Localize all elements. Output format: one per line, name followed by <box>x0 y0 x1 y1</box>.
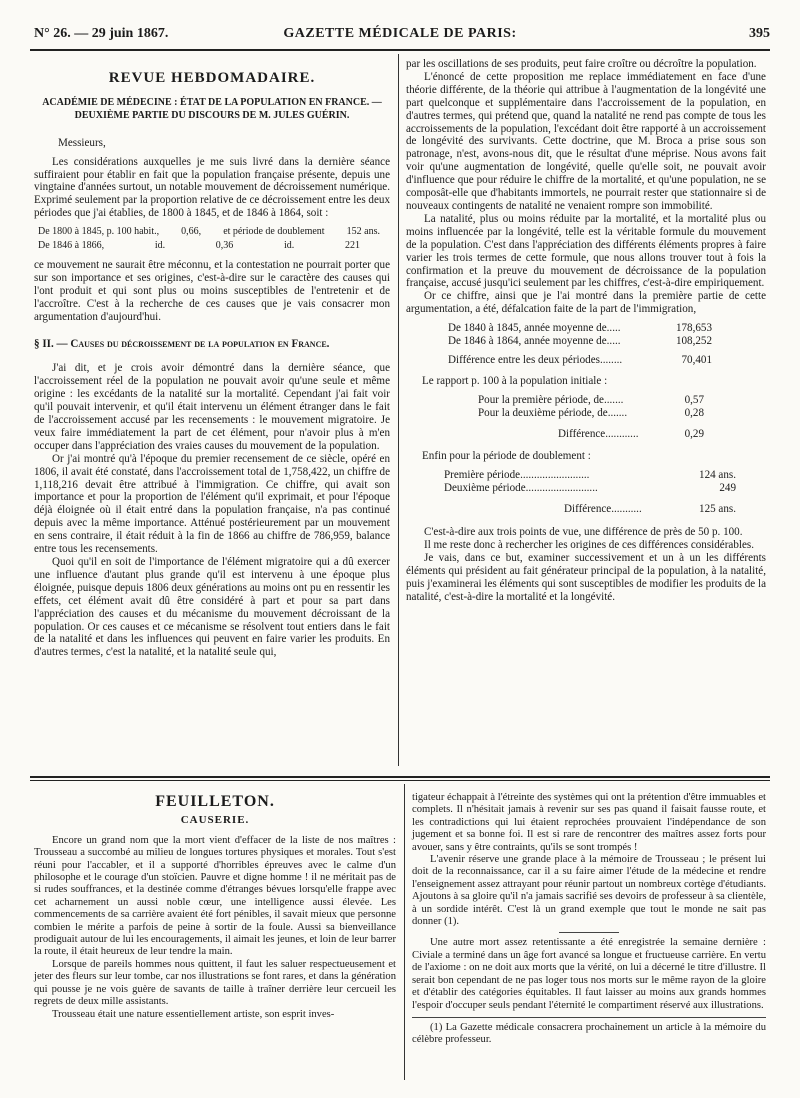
paragraph: Or ce chiffre, ainsi que je l'ai montré dans la première partie de cette argumentation, a été, défalcation faite de la part de l'immigration, <box>406 290 766 316</box>
paragraph: ce mouvement ne saurait être méconnu, et la contestation ne pourrait porter que sur son importance et ses origines, c'est-à-dire sur le caractère des causes qui l'ont produit et qui sont plus ou moins susceptibles de l'entretenir et de l'accroître. C'est à la recherche de ces causes que je vais consacrer mon argumentation d'aujourd'hui. <box>34 258 390 323</box>
paragraph: par les oscillations de ses produits, peut faire croître ou décroître la population. <box>406 58 757 70</box>
paragraph: Trousseau était une nature essentiellement artiste, son esprit inves- <box>52 1008 335 1020</box>
stat-cell: 221 <box>344 240 360 252</box>
separator <box>559 932 619 933</box>
feuilleton-rule-thin <box>30 780 770 781</box>
right-column <box>406 58 766 604</box>
stat-row <box>38 240 360 253</box>
row-value: 178,653 <box>675 322 712 335</box>
row-value: 249 <box>719 482 736 495</box>
stat-cell: 152 ans. <box>346 226 380 238</box>
table-row <box>448 354 712 367</box>
row-label: Pour la première période, de....... <box>478 393 624 406</box>
row-label: De 1846 à 1864, année moyenne de..... <box>448 335 621 348</box>
paragraph: Quoi qu'il en soit de l'importance de l'élément migratoire qui a dû exercer une influence d'autant plus grande qu'il est intervenu à une époque plus éloignée, puisque depuis 1806 deux générations au moins ont pu en ressentir les effets, cet élément avait dû être considéré à part et pour sa part dans l'appréciation des causes et du mécanisme du mouvement décroissant de la population. Or ces causes et ce mécanisme se résolvent tout entiers dans le fait de la natalité et dans les influences qui peuvent en faire varier les produits. En d'autres termes, c'est la natalité, et la natalité seule qui, <box>34 556 390 659</box>
feuilleton-subtitle: CAUSERIE. <box>180 814 250 827</box>
row-value: 108,252 <box>675 335 712 348</box>
journal-title: GAZETTE MÉDICALE DE PARIS: <box>283 26 517 41</box>
row-label: Pour la deuxième période, de....... <box>478 406 628 419</box>
paragraph: tigateur échappait à l'étreinte des systèmes qui ont la prétention d'être immuables et complets. Il n'hésitait jamais à revenir sur ses pas quand il faisait fausse route, et les contradictions qui lui étaient reprochées prouvaient l'indépendance de son jugement et sa bonne foi. Il est si rare de rencontrer des maîtres assez forts pour avouer, sans y être contraints, qu'ils se sont trompés ! <box>412 792 766 853</box>
row-label: De 1840 à 1845, année moyenne de..... <box>448 322 621 335</box>
paragraph: L'avenir réserve une grande place à la mémoire de Trousseau ; le présent lui doit de la reconnaissance, car il a su faire aimer l'étude de la médecine et rendre l'enseignement assez attrayant pour réunir partout un nombreux cortège d'étudiants. Ajoutons à sa gloire qu'il n'a jamais sacrifié ses devoirs de professeur à sa clientèle, à un sordide intérêt. C'est là un grand exemple que tout le monde ne sait pas donner (1). <box>412 854 766 928</box>
paragraph: La natalité, plus ou moins réduite par la mortalité, et la mortalité plus ou moins influencée par la longévité, telle est la véritable formule du mouvement de la population. C'est dans l'appréciation des différents éléments propres à faire varier les trois termes de cette formule, que nous allons trouver tout à fois la confirmation et la preuve du mouvement de décroissance de la population française, accusé jusqu'ici seulement par les chiffres, c'est-à-dire empiriquement. <box>406 212 766 290</box>
row-label: Deuxième période.......................... <box>444 482 598 495</box>
section-title: REVUE HEBDOMADAIRE. <box>108 70 316 86</box>
paragraph: Je vais, dans ce but, examiner successivement et un à un les différents éléments qui président au fait générateur principal de la population, à la natalité, puis j'examinerai les éléments qui sont susceptibles de modifier les produits de la natalité, c'est-à-dire la mortalité et la longévité. <box>406 551 766 603</box>
table-row <box>444 469 736 482</box>
feuilleton-rule <box>30 776 770 778</box>
stat-row <box>38 226 380 239</box>
table-row <box>478 407 704 420</box>
row-value: 124 ans. <box>699 469 736 482</box>
paragraph: L'énoncé de cette proposition me replace immédiatement en face d'une théorie différente, de la théorie qui attribue à l'augmentation de la longévité une part quelconque et supplémentaire dans l'accroissement de la population, en d'autres termes, qui prétend que, quand la natalité ne rend pas compte de tous les accroissements de la population, l'excédant doit être rapporté à un accroissement de longévité des survivants. Cette doctrine, que M. Broca a prise sous son patronage, n'est, avons-nous dit, que le résultat d'une méprise. Nous avons fait voir qu'une augmentation de longévité, quelle qu'elle soit, ne pouvait avoir d'influence que pour réduire le chiffre de la mortalité, et qu'une population, ne se composât-elle que d'habitants immortels, ne pourrait rester que stationnaire si de nouveaux contingents de natalité ne venaient rompre son immobilité. <box>406 70 766 212</box>
row-label: Première période......................... <box>444 469 590 482</box>
table-ratio <box>478 394 704 441</box>
stat-cell: id. <box>284 240 295 252</box>
row-value: 0,28 <box>684 406 704 419</box>
feuilleton-left <box>34 792 396 1021</box>
row-value: 70,401 <box>681 353 712 366</box>
column-divider <box>398 54 399 766</box>
paragraph: Une autre mort assez retentissante a été enregistrée la semaine dernière : Civiale a terminé dans un âge fort avancé sa longue et fructueuse carrière. En vertu de l'axiome : on ne doit aux morts que la vérité, on lui a décerné le titre d'illustre. Il serait bon cependant de ne pas loger tous nos morts sur le même rayon de la gloire et d'établir des catégories équitables. Il faut laisser au moins aux grands hommes l'espoir d'occuper seuls pendant l'éternité le compartiment réservé aux illustrations. <box>412 937 766 1011</box>
row-label: Différence entre les deux périodes........ <box>448 353 623 366</box>
feuilleton-right <box>412 792 766 1047</box>
paragraph: Lorsque de pareils hommes nous quittent, il faut les saluer respectueusement et jeter des fleurs sur leur tombe, car nos illustrations se font rares, et dans la génération qui pousse je ne vois guère de savants de taille à traîner derrière leur cercueil les regrets de deux mille assistants. <box>34 958 396 1008</box>
paragraph: C'est-à-dire aux trois points de vue, une différence de près de 50 p. 100. <box>424 526 743 539</box>
table-row <box>444 503 736 516</box>
row-label: Différence............ <box>558 427 639 440</box>
footnote-rule <box>412 1017 766 1018</box>
salutation: Messieurs, <box>58 136 106 149</box>
feuilleton-divider <box>404 784 405 1080</box>
stat-cell: De 1800 à 1845, p. 100 habit., <box>38 226 160 238</box>
issue-date: N° 26. — 29 juin 1867. <box>34 26 169 41</box>
stat-cell: 0,66, <box>181 226 202 238</box>
table-births <box>448 322 712 367</box>
paragraph: Encore un grand nom que la mort vient d'effacer de la liste de nos maîtres : Trousseau a succombé au milieu de longues tortures physiques et morales. Tout s'est réuni pour l'accabler, et il a supporté d'horribles épreuves avec le calme d'un philosophe et le courage d'un stoïcien. Pauvre et digne homme ! il ne méritait pas de si rudes souffrances, et la destinée comme d'étranges bévues lorsqu'elle frappe avec cet acharnement un aussi noble cœur, une intelligence aussi élevée. Les commencements de sa carrière avaient été fort pénibles, il savait mieux que personne combien le mérite a parfois de peine à sortir de la foule. Aussi sa bienveillance prodiguait autour de lui les encouragements, il aimait les jeunes, et loin de leur barrer la route, il était heureux de leur tendre la main. <box>34 834 396 958</box>
stat-cell: id. <box>154 240 166 252</box>
table-row <box>444 482 736 495</box>
row-value: 0,29 <box>684 427 704 440</box>
page-number: 395 <box>749 26 770 41</box>
article-subtitle: ACADÉMIE DE MÉDECINE : ÉTAT DE LA POPULATION EN FRANCE. — DEUXIÈME PARTIE DU DISCOURS DE M. JULES GUÉRIN. <box>42 96 382 121</box>
table-row <box>478 394 704 407</box>
stat-cell: De 1846 à 1866, <box>38 240 105 252</box>
paragraph: J'ai dit, et je crois avoir démontré dans la dernière séance, que l'accroissement réel de la population ne pouvait avoir qu'une seule et même origine : les excédants de la natalité sur la mortalité. Cependant j'ai fait voir qu'il pouvait intervenir, et qu'il était intervenu un élément étranger dans le fait de l'accroissement accusé par les recensements : le mouvement migratoire. Je veux faire immédiatement la part de cet élément, pour n'avoir plus à m'en occuper dans l'appréciation des vraies causes du mouvement de la population. <box>34 362 390 452</box>
row-label: Différence........... <box>564 503 642 516</box>
row-value: 0,57 <box>684 393 704 406</box>
paragraph: Le rapport p. 100 à la population initiale : <box>422 374 608 387</box>
stat-cell: et période de doublement <box>223 226 325 238</box>
paragraph: Enfin pour la période de doublement : <box>422 450 591 463</box>
table-row <box>448 322 712 335</box>
paragraph: Or j'ai montré qu'à l'époque du premier recensement de ce siècle, opéré en 1806, il avait été constaté, dans l'accroissement total de 1,758,422, un chiffre de 1,118,216 devait être attribué à l'immigration. Ce chiffre, qui avait son importance et pour la proportion de l'élément qu'il exprimait, et pour l'époque déjà éloignée où il était entré dans la population française, n'a pas continué depuis avec la même importance. Atténué postérieurement par un mouvement en sens contraire, il était réduit à la fin de 1866 au chiffre de 786,959, balance entre tous les recensements. <box>34 452 390 556</box>
stat-cell: 0,36 <box>215 240 234 252</box>
paragraph: Il me reste donc à rechercher les origines de ces différences considérables. <box>424 539 754 551</box>
footnote: (1) La Gazette médicale consacrera prochainement un article à la mémoire du célèbre professeur. <box>412 1021 766 1046</box>
table-row <box>478 428 704 441</box>
left-column <box>34 58 390 659</box>
feuilleton-title: FEUILLETON. <box>155 793 275 810</box>
row-value: 125 ans. <box>699 503 736 516</box>
table-doubling <box>444 469 736 516</box>
section-heading: § II. — Causes du décroissement de la population en France. <box>34 337 330 350</box>
paragraph: Les considérations auxquelles je me suis livré dans la dernière séance suffiraient pour établir en fait que la population française présente, depuis une vingtaine d'années surtout, un notable mouvement de décroissement numérique. Exprimé seulement par la proportion relative de ce décroissement entre les deux périodes que j'ai établies, de 1800 à 1845, et de 1846 à 1864, soit : <box>34 155 390 220</box>
header-rule <box>30 49 770 51</box>
page-header <box>30 26 770 48</box>
table-row <box>448 335 712 348</box>
